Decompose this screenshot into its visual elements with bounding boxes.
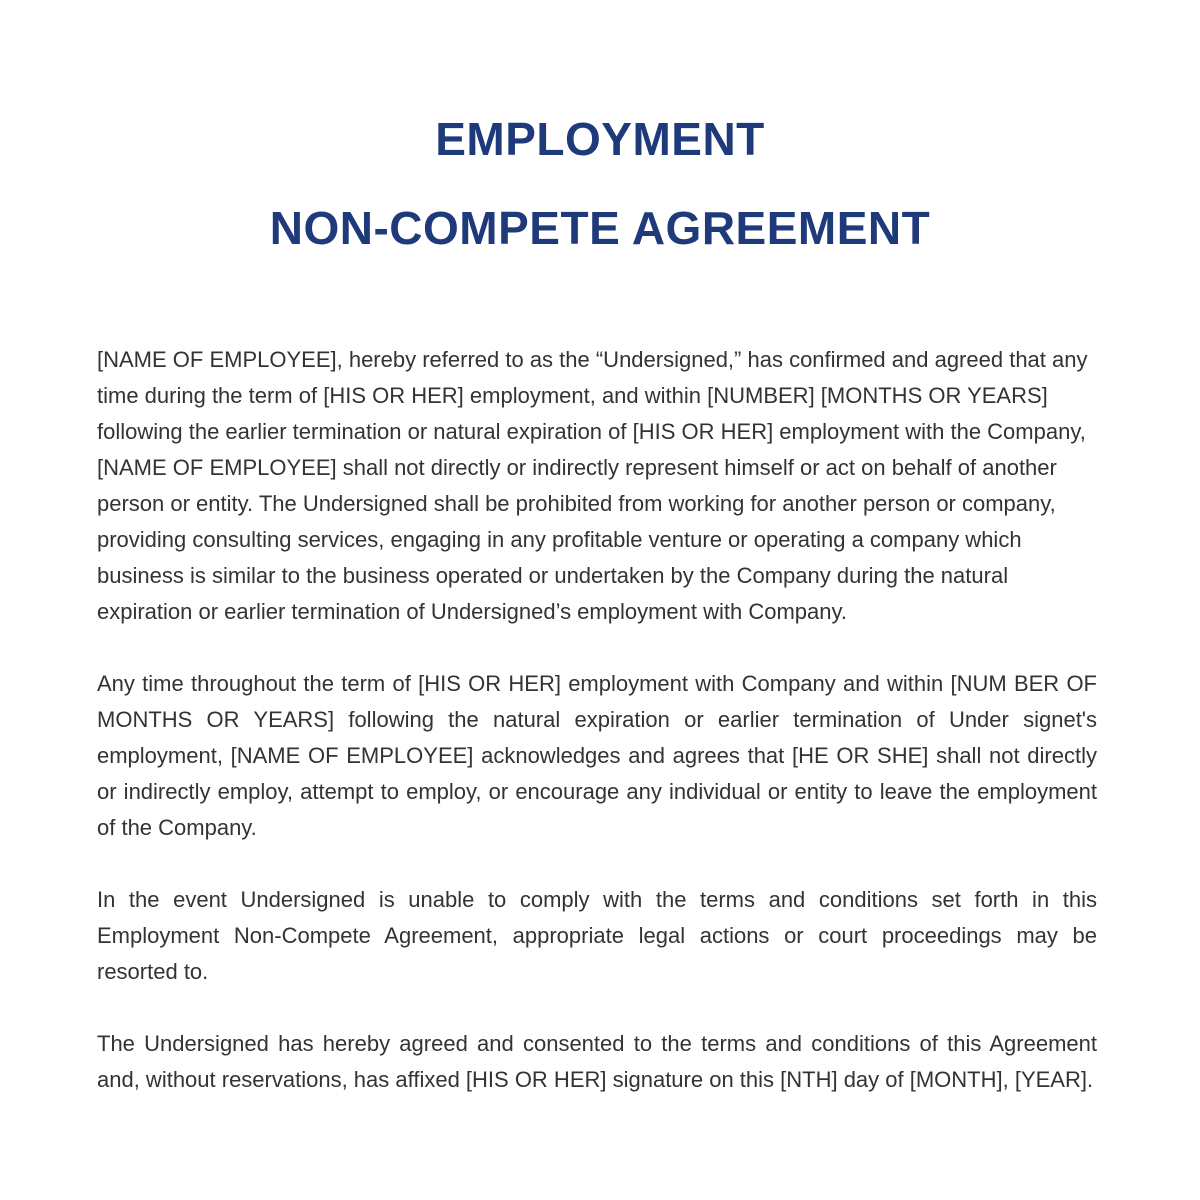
document-title-line-1: EMPLOYMENT (435, 113, 765, 165)
paragraph-consent-signature: The Undersigned has hereby agreed and consented to the terms and conditions of this Agreement and, without reservations, has affixed [HIS OR HER] signature on this [NTH] day of [MONTH], [YEAR]. (97, 1031, 1097, 1092)
paragraph-non-solicitation: Any time throughout the term of [HIS OR HER] employment with Company and within [NUM BER OF MONTHS OR YEARS] following the natural expiration or earlier termination of Under signet's employment, [NAME OF EMPLOYEE] acknowledges and agrees that [HE OR SHE] shall not directly or indirectly employ, attempt to employ, or encourage any individual or entity to leave the employment of the Company. (97, 671, 1097, 840)
paragraph-non-compete-terms: [NAME OF EMPLOYEE], hereby referred to as the “Undersigned,” has confirmed and agreed that any time during the term of [HIS OR HER] employment, and within [NUMBER] [MONTHS OR YEARS] following the earlier termination or natural expiration of [HIS OR HER] employment with the Company, [NAME OF EMPLOYEE] shall not directly or indirectly represent himself or act on behalf of another person or entity. The Undersigned shall be prohibited from working for another person or company, providing consulting services, engaging in any profitable venture or operating a company which business is similar to the business operated or undertaken by the Company during the natural expiration or earlier termination of Undersigned’s employment with Company. (97, 347, 1088, 624)
document-body (97, 342, 1097, 1134)
document-title-line-2: NON-COMPETE AGREEMENT (269, 202, 931, 254)
paragraph-legal-actions: In the event Undersigned is unable to comply with the terms and conditions set forth in this Employment Non-Compete Agreement, appropriate legal actions or court proceedings may be resorted to. (97, 887, 1097, 984)
